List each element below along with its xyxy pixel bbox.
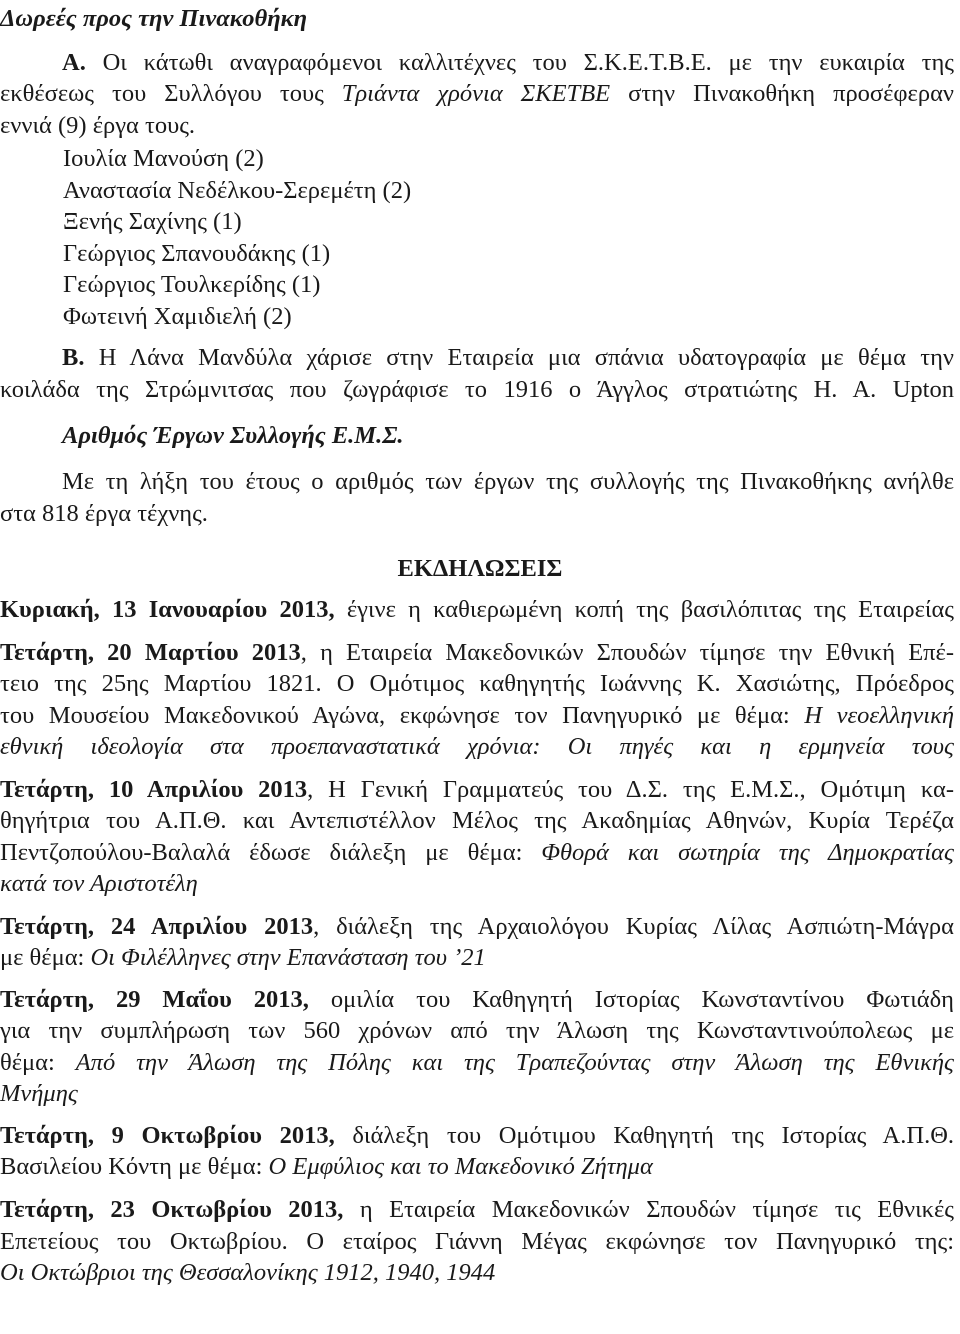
event-5-line-2: για την συμπλήρωση των 560 χρόνων από την Άλωση της Κωνσταντινούπολεως με (0, 1017, 954, 1044)
event-text: έγινε η καθιερωμένη κοπή της βασιλόπιτας της Εταιρείας (334, 596, 955, 623)
event-6-line-1 (0, 1119, 954, 1153)
donation-a-line-3: εννιά (9) έργα τους. (0, 112, 196, 139)
artist-item: Αναστασία Νεδέλκου-Σερεμέτη (2) (63, 177, 412, 204)
donation-a-text: Οι κάτωθι αναγραφόμενοι καλλιτέχνες του Σ.Κ.Ε.Τ.Β.Ε. με την ευκαιρία της (85, 49, 954, 76)
event-text: Πεντζοπούλου-Βαλαλά έδωσε διάλεξη με θέμα: (0, 839, 542, 866)
artist-item: Γεώργιος Σπανουδάκης (1) (63, 240, 331, 267)
event-6-line-2 (0, 1150, 954, 1184)
event-topic: Οι Φιλέλληνες στην Επανάσταση του ’21 (90, 944, 486, 971)
donation-a-text-pre: εκθέσεως του Συλλόγου τους (0, 80, 342, 107)
event-2-line-4: εθνική ιδεολογία στα προεπαναστατικά χρόνια: Οι πηγές και η ερμηνεία τους (0, 733, 954, 760)
event-topic: Φθορά και σωτηρία της Δημοκρατίας (541, 839, 954, 866)
collection-line-2: στα 818 έργα τέχνης. (0, 500, 208, 527)
event-7-line-1 (0, 1193, 954, 1227)
event-date: Τετάρτη, 10 Απριλίου 2013 (0, 776, 308, 803)
event-2-line-1 (0, 636, 954, 670)
event-3-line-3 (0, 836, 954, 870)
event-text: , διάλεξη της Αρχαιολόγου Κυρίας Λίλας Ασπιώτη-Μάγρα (313, 913, 954, 940)
event-text: με θέμα: (0, 944, 91, 971)
exhibition-title: Τριάντα χρόνια ΣΚΕΤΒΕ (341, 80, 611, 107)
event-5-line-1 (0, 983, 954, 1017)
event-2-line-2: τειο της 25ης Μαρτίου 1821. Ο Ομότιμος καθηγητής Ιωάννης Κ. Χασιώτης, Πρόεδρος (0, 670, 954, 697)
collection-heading: Αριθμός Έργων Συλλογής Ε.Μ.Σ. (62, 422, 404, 449)
donation-a-label: Α. (62, 49, 86, 76)
donation-a-line-1 (62, 46, 954, 80)
artist-item: Φωτεινή Χαμιδιελή (2) (63, 303, 292, 330)
event-text: διάλεξη του Ομότιμου Καθηγητή της Ιστορίας Α.Π.Θ. (334, 1122, 955, 1149)
event-3-line-2: θηγήτρια του Α.Π.Θ. και Αντεπιστέλλον Μέλος της Ακαδημίας Αθηνών, Κυρία Τερέζα (0, 807, 954, 834)
donation-b-line-2: κοιλάδα της Στρώμνιτσας που ζωγράφισε το 1916 ο Άγγλος στρατιώτης Η. Α. Upton (0, 376, 954, 403)
event-date: Τετάρτη, 24 Απριλίου 2013 (0, 913, 314, 940)
event-1-line-1 (0, 593, 954, 627)
event-4-line-1 (0, 910, 954, 944)
donations-heading: Δωρεές προς την Πινακοθήκη (0, 5, 308, 32)
event-3-line-1 (0, 773, 954, 807)
event-3-line-4: κατά τον Αριστοτέλη (0, 870, 198, 897)
event-text: , Η Γενική Γραμματεύς του Δ.Σ. της Ε.Μ.Σ., Ομότιμη κα- (307, 776, 954, 803)
event-text: Βασιλείου Κόντη με θέμα: (0, 1153, 269, 1180)
event-date: Τετάρτη, 23 Οκτωβρίου 2013, (0, 1196, 344, 1223)
event-date: Τετάρτη, 9 Οκτωβρίου 2013, (0, 1122, 335, 1149)
event-date: Κυριακή, 13 Ιανουαρίου 2013, (0, 596, 335, 623)
event-text: , η Εταιρεία Μακεδονικών Σπουδών τίμησε την Εθνική Επέ- (300, 639, 954, 666)
donation-b-label: Β. (62, 344, 85, 371)
donation-b-line-1 (62, 341, 954, 375)
event-4-line-2 (0, 941, 954, 975)
event-text: η Εταιρεία Μακεδονικών Σπουδών τίμησε τις Εθνικές (343, 1196, 955, 1223)
event-text: θέμα: (0, 1049, 76, 1076)
artist-item: Ιουλία Μανούση (2) (63, 145, 264, 172)
donation-a-text-post: στην Πινακοθήκη προσέφεραν (610, 80, 954, 107)
event-text: ομιλία του Καθηγητή Ιστορίας Κωνσταντίνου Φωτιάδη (308, 986, 954, 1013)
donation-a-line-2 (0, 77, 954, 111)
event-7-line-3: Οι Οκτώβριοι της Θεσσαλονίκης 1912, 1940, 1944 (0, 1259, 496, 1286)
event-topic: Η νεοελληνική (804, 702, 954, 729)
event-5-line-4: Μνήμης (0, 1080, 78, 1107)
event-5-line-3 (0, 1046, 954, 1080)
collection-line-1: Με τη λήξη του έτους ο αριθμός των έργων της συλλογής της Πινακοθήκης ανήλθε (62, 468, 954, 495)
event-date: Τετάρτη, 20 Μαρτίου 2013 (0, 639, 301, 666)
event-date: Τετάρτη, 29 Μαΐου 2013, (0, 986, 309, 1013)
event-text: του Μουσείου Μακεδονικού Αγώνα, εκφώνησε τον Πανηγυρικό με θέμα: (0, 702, 805, 729)
artist-item: Ξενής Σαχίνης (1) (63, 208, 242, 235)
donation-b-text: Η Λάνα Μανδύλα χάρισε στην Εταιρεία μια σπάνια υδατογραφία με θέμα την (84, 344, 954, 371)
event-topic: Ο Εμφύλιος και το Μακεδονικό Ζήτημα (268, 1153, 653, 1180)
events-heading: ΕΚΔΗΛΩΣΕΙΣ (397, 555, 563, 582)
event-7-line-2: Επετείους του Οκτωβρίου. Ο εταίρος Γιάννη Μέγας εκφώνησε τον Πανηγυρικό της: (0, 1228, 954, 1255)
artist-item: Γεώργιος Τουλκερίδης (1) (63, 271, 321, 298)
event-2-line-3 (0, 699, 954, 733)
event-topic: Από την Άλωση της Πόλης και της Τραπεζούντας στην Άλωση της Εθνικής (75, 1049, 954, 1076)
